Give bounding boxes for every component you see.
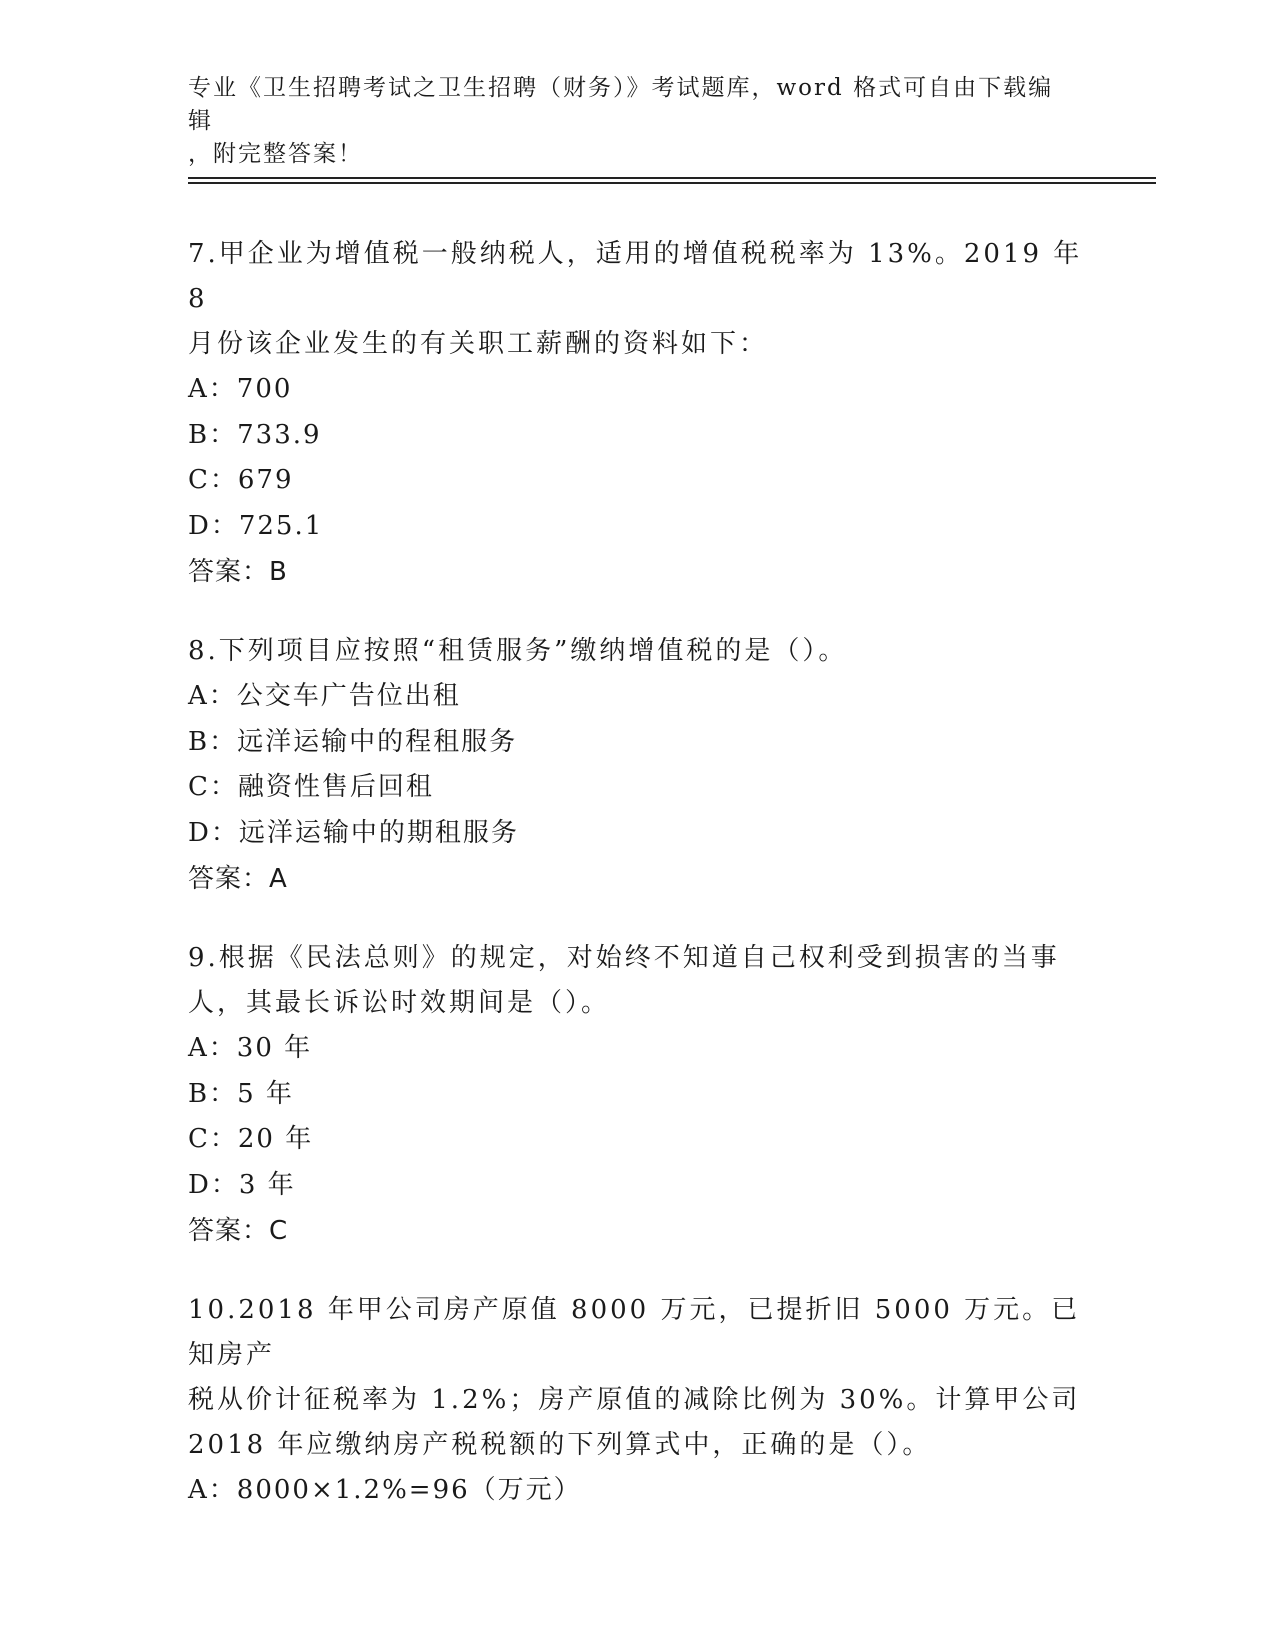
question-9 — [188, 936, 1088, 1254]
option-a: A：8000×1.2%=96（万元） — [188, 1475, 582, 1505]
option-c: C：融资性售后回租 — [188, 772, 434, 802]
answer-line: 答案：A — [188, 864, 288, 894]
question-8 — [188, 629, 1088, 902]
option-b: B：远洋运输中的程租服务 — [188, 726, 518, 757]
question-stem-line: 8.下列项目应按照“租赁服务”缴纳增值税的是（）。 — [188, 636, 848, 666]
question-stem-line: 税从价计征税率为 1.2%；房产原值的减除比例为 30%。计算甲公司 — [188, 1385, 1081, 1415]
option-d: D：3 年 — [188, 1169, 296, 1200]
answer-line: 答案：B — [188, 557, 288, 587]
option-a: A：700 — [188, 374, 293, 404]
header-line-2: ，附完整答案！ — [188, 141, 363, 167]
question-7 — [188, 232, 1088, 595]
header-divider-top — [188, 177, 1156, 179]
option-a: A：公交车广告位出租 — [188, 681, 461, 711]
option-a: A：30 年 — [188, 1033, 313, 1063]
option-b: B：733.9 — [188, 419, 322, 450]
question-stem-line: 9.根据《民法总则》的规定，对始终不知道自己权利受到损害的当事 — [188, 943, 1060, 973]
question-stem-line: 月份该企业发生的有关职工薪酬的资料如下： — [188, 329, 769, 359]
header-divider-bottom — [188, 182, 1156, 184]
option-c: C：20 年 — [188, 1124, 314, 1154]
question-stem-line: 人，其最长诉讼时效期间是（）。 — [188, 988, 611, 1018]
option-d: D：725.1 — [188, 510, 324, 541]
option-b: B：5 年 — [188, 1078, 294, 1109]
question-stem-line: 2018 年应缴纳房产税税额的下列算式中，正确的是（）。 — [188, 1430, 932, 1460]
question-10 — [188, 1288, 1088, 1514]
header-line-1: 专业《卫生招聘考试之卫生招聘（财务）》考试题库，word 格式可自由下载编辑 — [188, 75, 1054, 134]
option-c: C：679 — [188, 465, 294, 495]
question-list — [188, 232, 1088, 1548]
document-header — [188, 72, 1068, 171]
option-d: D：远洋运输中的期租服务 — [188, 817, 519, 848]
question-stem-line: 7.甲企业为增值税一般纳税人，适用的增值税税率为 13%。2019 年 8 — [188, 239, 1083, 314]
question-stem-line: 10.2018 年甲公司房产原值 8000 万元，已提折旧 5000 万元。已知房产 — [188, 1295, 1081, 1370]
answer-line: 答案：C — [188, 1216, 289, 1246]
